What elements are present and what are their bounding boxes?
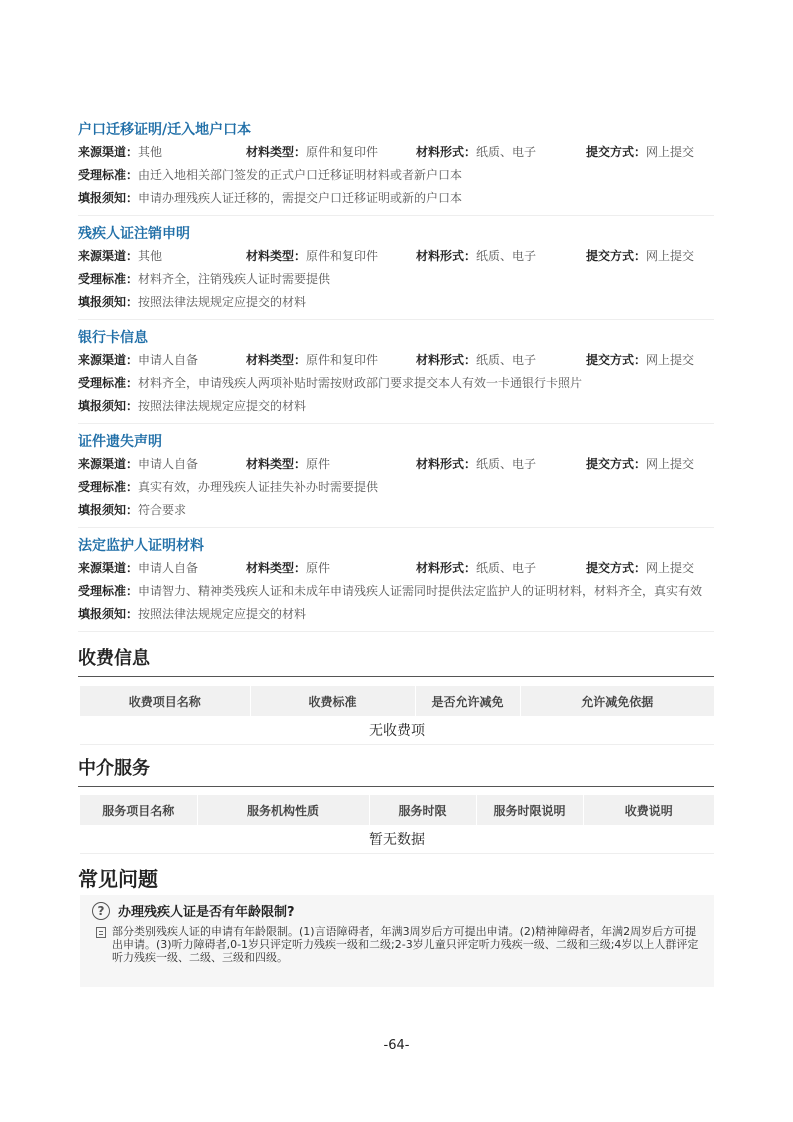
material-type-label: 材料类型： [246, 561, 307, 575]
acceptance-standard-label: 受理标准： [78, 584, 139, 598]
material-type [246, 245, 378, 268]
source-channel [78, 141, 162, 164]
material-form [416, 141, 536, 164]
agency-header-org: 服务机构性质 [197, 795, 369, 825]
fee-header-standard: 收费标准 [250, 686, 415, 716]
filing-notice [78, 187, 714, 210]
material-form [416, 557, 536, 580]
faq-section-title: 常见问题 [78, 867, 158, 891]
filing-notice-value: 按照法律法规规定应提交的材料 [138, 399, 307, 413]
material-item [78, 531, 714, 632]
material-form [416, 245, 536, 268]
submit-method-label: 提交方式： [586, 249, 647, 263]
agency-header-time-note: 服务时限说明 [476, 795, 583, 825]
material-type [246, 349, 378, 372]
material-form-label: 材料形式： [416, 457, 477, 471]
material-form-value: 纸质、电子 [476, 561, 537, 575]
source-channel [78, 349, 198, 372]
agency-header-time: 服务时限 [369, 795, 476, 825]
acceptance-standard-value: 材料齐全，注销残疾人证时需要提供 [138, 272, 331, 286]
material-meta-row [78, 557, 714, 580]
agency-header-item: 服务项目名称 [80, 795, 197, 825]
acceptance-standard-value: 真实有效，办理残疾人证挂失补办时需要提供 [138, 480, 379, 494]
material-type-value: 原件 [306, 561, 331, 575]
material-form-label: 材料形式： [416, 353, 477, 367]
submit-method-value: 网上提交 [646, 353, 695, 367]
filing-notice-label: 填报须知： [78, 503, 139, 517]
agency-header-fee-note: 收费说明 [583, 795, 714, 825]
source-channel-label: 来源渠道： [78, 353, 139, 367]
faq-answer-text: 部分类别残疾人证的申请有年龄限制。(1)言语障碍者，年满3周岁后方可提出申请。(2)精神障碍者，年满2周岁后方可提出申请。(3)听力障碍者,0-1岁只评定听力残疾一级和二级;2-3岁儿童只评定听力残疾一级、二级和三级;4岁以上人群评定听力残疾一级、二级、三级和四级。 [112, 925, 699, 964]
material-title: 银行卡信息 [78, 330, 148, 346]
material-type-value: 原件和复印件 [306, 249, 379, 263]
source-channel-label: 来源渠道： [78, 561, 139, 575]
material-type [246, 453, 330, 476]
submit-method [586, 349, 694, 372]
submit-method-value: 网上提交 [646, 561, 695, 575]
material-item [78, 427, 714, 528]
filing-notice [78, 395, 714, 418]
faq-item [80, 895, 714, 987]
source-channel-label: 来源渠道： [78, 249, 139, 263]
material-type-label: 材料类型： [246, 145, 307, 159]
fee-header-basis: 允许减免依据 [520, 686, 714, 716]
fee-section-title: 收费信息 [78, 648, 714, 677]
agency-empty-message: 暂无数据 [80, 825, 714, 854]
faq-question[interactable] [92, 901, 295, 920]
acceptance-standard [78, 372, 714, 395]
material-item [78, 323, 714, 424]
submit-method-value: 网上提交 [646, 249, 695, 263]
submit-method [586, 141, 694, 164]
material-form [416, 349, 536, 372]
material-form-value: 纸质、电子 [476, 249, 537, 263]
filing-notice-label: 填报须知： [78, 607, 139, 621]
submit-method-label: 提交方式： [586, 561, 647, 575]
material-item [78, 115, 714, 216]
material-type-value: 原件和复印件 [306, 353, 379, 367]
fee-table [80, 686, 714, 745]
filing-notice-label: 填报须知： [78, 295, 139, 309]
page-number: -64- [383, 1038, 410, 1053]
acceptance-standard-label: 受理标准： [78, 272, 139, 286]
filing-notice-value: 按照法律法规规定应提交的材料 [138, 607, 307, 621]
material-list [78, 115, 714, 632]
material-title: 户口迁移证明/迁入地户口本 [78, 122, 252, 138]
submit-method-label: 提交方式： [586, 353, 647, 367]
material-form [416, 453, 536, 476]
source-channel [78, 557, 198, 580]
question-icon: ? [92, 902, 110, 920]
source-channel-value: 申请人自备 [138, 353, 199, 367]
material-type-value: 原件 [306, 457, 331, 471]
material-title: 法定监护人证明材料 [78, 538, 204, 554]
material-type [246, 557, 330, 580]
fee-empty-message: 无收费项 [80, 716, 714, 745]
material-type-value: 原件和复印件 [306, 145, 379, 159]
acceptance-standard-label: 受理标准： [78, 376, 139, 390]
source-channel-value: 申请人自备 [138, 457, 199, 471]
agency-section-title: 中介服务 [78, 758, 714, 787]
material-title: 残疾人证注销申明 [78, 226, 190, 242]
acceptance-standard-value: 由迁入地相关部门签发的正式户口迁移证明材料或者新户口本 [138, 168, 463, 182]
filing-notice-value: 符合要求 [138, 503, 187, 517]
filing-notice-label: 填报须知： [78, 399, 139, 413]
acceptance-standard [78, 476, 714, 499]
submit-method-label: 提交方式： [586, 457, 647, 471]
material-form-value: 纸质、电子 [476, 353, 537, 367]
faq-answer [96, 925, 702, 964]
acceptance-standard-label: 受理标准： [78, 480, 139, 494]
filing-notice-value: 按照法律法规规定应提交的材料 [138, 295, 307, 309]
faq-question-text: 办理残疾人证是否有年龄限制? [118, 905, 295, 920]
material-meta-row [78, 349, 714, 372]
acceptance-standard-value: 申请智力、精神类残疾人证和未成年申请残疾人证需同时提供法定监护人的证明材料，材料齐全，真实有效 [138, 584, 703, 598]
source-channel-value: 其他 [138, 249, 163, 263]
material-type-label: 材料类型： [246, 457, 307, 471]
source-channel-label: 来源渠道： [78, 457, 139, 471]
material-form-label: 材料形式： [416, 145, 477, 159]
material-meta-row [78, 453, 714, 476]
filing-notice [78, 499, 714, 522]
material-meta-row [78, 141, 714, 164]
submit-method-label: 提交方式： [586, 145, 647, 159]
material-title: 证件遗失声明 [78, 434, 162, 450]
acceptance-standard-value: 材料齐全，申请残疾人两项补贴时需按财政部门要求提交本人有效一卡通银行卡照片 [138, 376, 583, 390]
acceptance-standard-label: 受理标准： [78, 168, 139, 182]
source-channel [78, 245, 162, 268]
material-form-label: 材料形式： [416, 249, 477, 263]
material-form-value: 纸质、电子 [476, 145, 537, 159]
acceptance-standard [78, 580, 714, 603]
filing-notice [78, 603, 714, 626]
submit-method [586, 453, 694, 476]
acceptance-standard [78, 164, 714, 187]
filing-notice [78, 291, 714, 314]
agency-table [80, 795, 714, 854]
submit-method-value: 网上提交 [646, 457, 695, 471]
material-item [78, 219, 714, 320]
source-channel-label: 来源渠道： [78, 145, 139, 159]
fee-header-item: 收费项目名称 [80, 686, 250, 716]
filing-notice-label: 填报须知： [78, 191, 139, 205]
material-type-label: 材料类型： [246, 249, 307, 263]
material-form-value: 纸质、电子 [476, 457, 537, 471]
source-channel [78, 453, 198, 476]
document-icon [96, 927, 106, 938]
filing-notice-value: 申请办理残疾人证迁移的，需提交户口迁移证明或新的户口本 [138, 191, 463, 205]
fee-header-reduction: 是否允许减免 [415, 686, 520, 716]
material-meta-row [78, 245, 714, 268]
submit-method [586, 557, 694, 580]
source-channel-value: 其他 [138, 145, 163, 159]
source-channel-value: 申请人自备 [138, 561, 199, 575]
material-type-label: 材料类型： [246, 353, 307, 367]
submit-method-value: 网上提交 [646, 145, 695, 159]
acceptance-standard [78, 268, 714, 291]
material-type [246, 141, 378, 164]
material-form-label: 材料形式： [416, 561, 477, 575]
submit-method [586, 245, 694, 268]
